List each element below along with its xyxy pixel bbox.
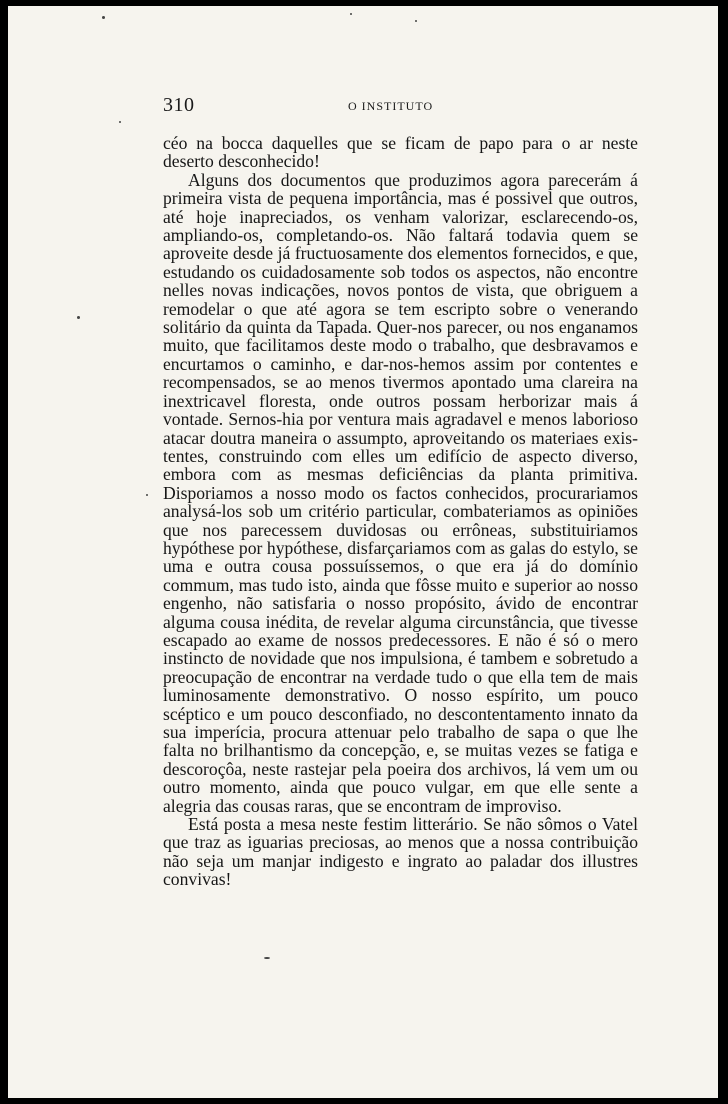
page-number: 310 [163,94,195,116]
print-speck [350,13,352,15]
body-text [163,134,638,889]
print-speck [77,316,80,319]
print-speck [119,121,121,123]
print-speck [102,16,105,19]
page-header [163,94,638,118]
print-speck [264,957,270,959]
book-page [8,6,718,1098]
print-speck [415,20,417,22]
running-title: O INSTITUTO [348,99,434,113]
paragraph-continuation: céo na bocca daquelles que se ficam de papo para o ar neste deserto desconhecido! [163,133,638,172]
paragraph-closing: Está posta a mesa neste festim litterário. Se não sômos o Vatel que traz as iguarias preciosas, ao menos que a nossa contribuição não seja um manjar indigesto e ingrato ao paladar dos illustres convivas! [163,814,638,890]
paragraph-main: Alguns dos documentos que produzimos agora parecerám á primeira vista de pequena importância, mas é possivel que outros, até hoje inapreciados, os venham valorizar, esclarecendo-os, ampliando-os, completando-os. Não faltará todavia quem se aproveite desde já fructuosamente dos elementos fornecidos, e que, estudando os cuidadosamente sob todos os aspectos, não encontre nelles novas indicações, novos pontos de vista, que obriguem a remodelar o que até agora se tem escripto sobre o venerando solitário da quinta da Tapada. Quer-nos parecer, ou nos enganamos muito, que facilitamos deste modo o trabalho, que desbravamos e encurtamos o caminho, e dar-nos-hemos assim por contentes e recompensados, se ao menos tivermos apontado uma clareira na inextricavel floresta, onde outros possam herborizar mais á vontade. Sernos-hia por ventura mais agradavel e menos laborioso atacar doutra maneira o assumpto, aproveitando os materiaes existentes, construindo com elles um edifício de aspecto diverso, embora com as mesmas deficiências da planta primitiva. Disporiamos a nosso modo os factos conhecidos, procurariamos analysá-los sob um critério particular, combateriamos as opiniões que nos parecessem duvidosas ou errôneas, substituiriamos hypóthese por hypóthese, disfarçariamos com as galas do estylo, se uma e outra cousa possuíssemos, o que era já do domínio commum, mas tudo isto, ainda que fôsse muito e superior ao nosso engenho, não satisfaria o nosso propósito, ávido de encontrar alguma cousa inédita, de revelar alguma circunstância, que tivesse escapado ao exame de nossos predecessores. E não é só o mero instincto de novidade que nos impulsiona, é tambem e sobretudo a preocupação de encontrar na verdade tudo o que ella tem de mais luminosamente demonstrativo. O nosso espírito, um pouco scéptico e um pouco desconfiado, no descontentamento innato da sua imperícia, procura attenuar pelo trabalho de sapa o que lhe falta no brilhantismo da concepção, e, se muitas vezes se fatiga e descoroçôa, neste rastejar pela poeira dos archivos, lá vem um ou outro momento, ainda que pouco vulgar, em que elle sente a alegria das cousas raras, que se encontram de improviso. [163,169,638,816]
print-speck [146,494,148,496]
